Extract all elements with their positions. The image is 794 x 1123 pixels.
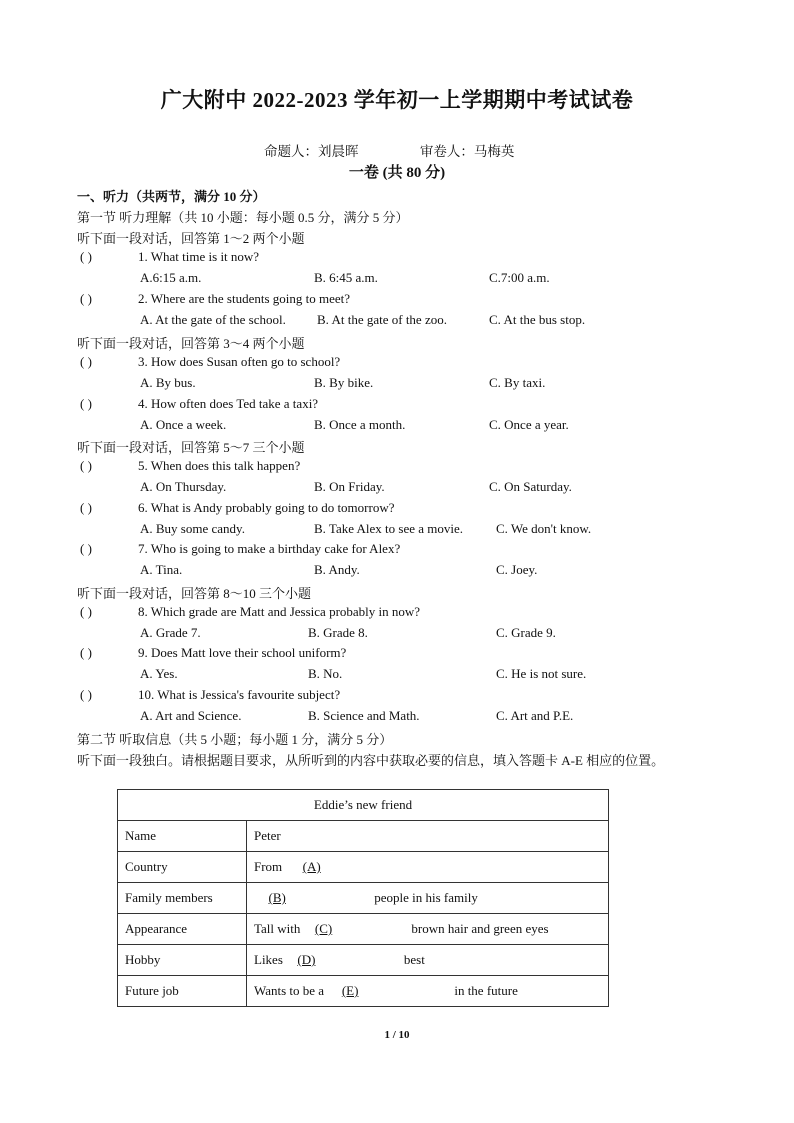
option-a: A. Art and Science.	[140, 708, 242, 723]
row-pre: From	[254, 859, 283, 874]
question-text: 1. What time is it now?	[138, 249, 260, 264]
question-text: 8. Which grade are Matt and Jessica probably in now?	[138, 604, 421, 619]
table-row	[118, 852, 609, 883]
row-label: Country	[118, 852, 247, 883]
info-table	[117, 789, 609, 1007]
blank-a: (A)	[302, 859, 321, 874]
row-content	[247, 945, 609, 976]
section2-instruction: 听下面一段独白。请根据题目要求，从所听到的内容中获取必要的信息，填入答题卡 A-E 相应的位置。	[77, 753, 665, 768]
setter: 命题人：刘晨晖	[264, 144, 359, 159]
section2-heading: 第二节 听取信息（共 5 小题；每小题 1 分，满分 5 分）	[77, 732, 393, 747]
question	[80, 645, 346, 661]
section1-heading: 第一节 听力理解（共 10 小题：每小题 0.5 分，满分 5 分）	[77, 210, 409, 225]
row-post: best	[403, 952, 425, 967]
option-c: C. Once a year.	[489, 417, 569, 432]
question-text: 3. How does Susan often go to school?	[138, 354, 341, 369]
row-content	[247, 821, 609, 852]
row-content	[247, 976, 609, 1007]
option-c: C. On Saturday.	[489, 479, 572, 494]
question	[80, 500, 394, 516]
volume-heading: 一卷 (共 80 分)	[348, 165, 446, 181]
group-instruction: 听下面一段对话，回答第 5～7 三个小题	[77, 440, 305, 455]
option-c: C. Joey.	[496, 562, 538, 577]
row-pre: Likes	[254, 952, 283, 967]
option-c: C. We don't know.	[496, 521, 592, 536]
question	[80, 687, 340, 703]
exam-title: 广大附中 2022-2023 学年初一上学期期中考试试卷	[160, 88, 634, 112]
option-b: B. No.	[308, 666, 343, 681]
question	[80, 604, 420, 620]
option-b: B. Grade 8.	[308, 625, 368, 640]
option-b: B. Andy.	[314, 562, 360, 577]
question	[80, 354, 340, 370]
group-instruction: 听下面一段对话，回答第 3～4 两个小题	[77, 336, 305, 351]
row-pre: Peter	[254, 828, 281, 843]
option-a: A. Yes.	[140, 666, 178, 681]
part1-heading: 一、听力（共两节，满分 10 分）	[77, 189, 266, 204]
table-row	[118, 883, 609, 914]
row-label: Future job	[118, 976, 247, 1007]
table-row	[118, 976, 609, 1007]
answer-blank: ( )	[80, 354, 92, 369]
row-label: Name	[118, 821, 247, 852]
answer-blank: ( )	[80, 541, 92, 556]
row-content	[247, 852, 609, 883]
row-label: Appearance	[118, 914, 247, 945]
group-instruction: 听下面一段对话，回答第 1～2 两个小题	[77, 231, 305, 246]
option-c: C.7:00 a.m.	[489, 270, 550, 285]
option-b: B. At the gate of the zoo.	[317, 312, 447, 327]
option-c: C. Art and P.E.	[496, 708, 574, 723]
answer-blank: ( )	[80, 687, 92, 702]
option-b: B. Take Alex to see a movie.	[314, 521, 464, 536]
answer-blank: ( )	[80, 458, 92, 473]
table-row	[118, 945, 609, 976]
answer-blank: ( )	[80, 645, 92, 660]
option-b: B. On Friday.	[314, 479, 385, 494]
option-a: A.6:15 a.m.	[140, 270, 202, 285]
question-text: 9. Does Matt love their school uniform?	[138, 645, 347, 660]
option-c: C. He is not sure.	[496, 666, 587, 681]
question-text: 4. How often does Ted take a taxi?	[138, 396, 319, 411]
option-c: C. At the bus stop.	[489, 312, 586, 327]
group-instruction: 听下面一段对话，回答第 8～10 三个小题	[77, 586, 312, 601]
row-pre: Tall with	[254, 921, 301, 936]
blank-b: (B)	[268, 890, 286, 905]
answer-blank: ( )	[80, 500, 92, 515]
answer-blank: ( )	[80, 396, 92, 411]
table-row	[118, 914, 609, 945]
option-a: A. Once a week.	[140, 417, 227, 432]
row-content	[247, 883, 609, 914]
question	[80, 458, 300, 474]
blank-c: (C)	[314, 921, 333, 936]
question-text: 6. What is Andy probably going to do tomorrow?	[138, 500, 395, 515]
option-b: B. Science and Math.	[308, 708, 420, 723]
reviewer: 审卷人：马梅英	[419, 144, 515, 159]
row-label: Hobby	[118, 945, 247, 976]
row-post: people in his family	[374, 890, 478, 905]
option-a: A. Grade 7.	[140, 625, 201, 640]
question-text: 7. Who is going to make a birthday cake for Alex?	[138, 541, 401, 556]
row-content	[247, 914, 609, 945]
question	[80, 249, 259, 265]
question	[80, 541, 400, 557]
option-b: B. 6:45 a.m.	[314, 270, 378, 285]
blank-d: (D)	[297, 952, 316, 967]
option-c: C. By taxi.	[489, 375, 546, 390]
answer-blank: ( )	[80, 291, 92, 306]
table-caption: Eddie’s new friend	[118, 790, 609, 821]
authors-line	[264, 140, 514, 160]
option-b: B. Once a month.	[314, 417, 406, 432]
option-a: A. On Thursday.	[140, 479, 227, 494]
answer-blank: ( )	[80, 249, 92, 264]
row-pre: Wants to be a	[254, 983, 325, 998]
row-label: Family members	[118, 883, 247, 914]
question	[80, 396, 318, 412]
row-post: in the future	[454, 983, 518, 998]
option-c: C. Grade 9.	[496, 625, 556, 640]
answer-blank: ( )	[80, 604, 92, 619]
page-number: 1 / 10	[384, 1029, 410, 1041]
question-text: 5. When does this talk happen?	[138, 458, 301, 473]
row-post: brown hair and green eyes	[411, 921, 549, 936]
option-a: A. Buy some candy.	[140, 521, 245, 536]
question-text: 10. What is Jessica's favourite subject?	[138, 687, 341, 702]
question	[80, 291, 350, 307]
option-a: A. By bus.	[140, 375, 196, 390]
option-a: A. Tina.	[140, 562, 183, 577]
option-b: B. By bike.	[314, 375, 374, 390]
question-text: 2. Where are the students going to meet?	[138, 291, 351, 306]
table-row	[118, 821, 609, 852]
option-a: A. At the gate of the school.	[140, 312, 286, 327]
blank-e: (E)	[341, 983, 359, 998]
